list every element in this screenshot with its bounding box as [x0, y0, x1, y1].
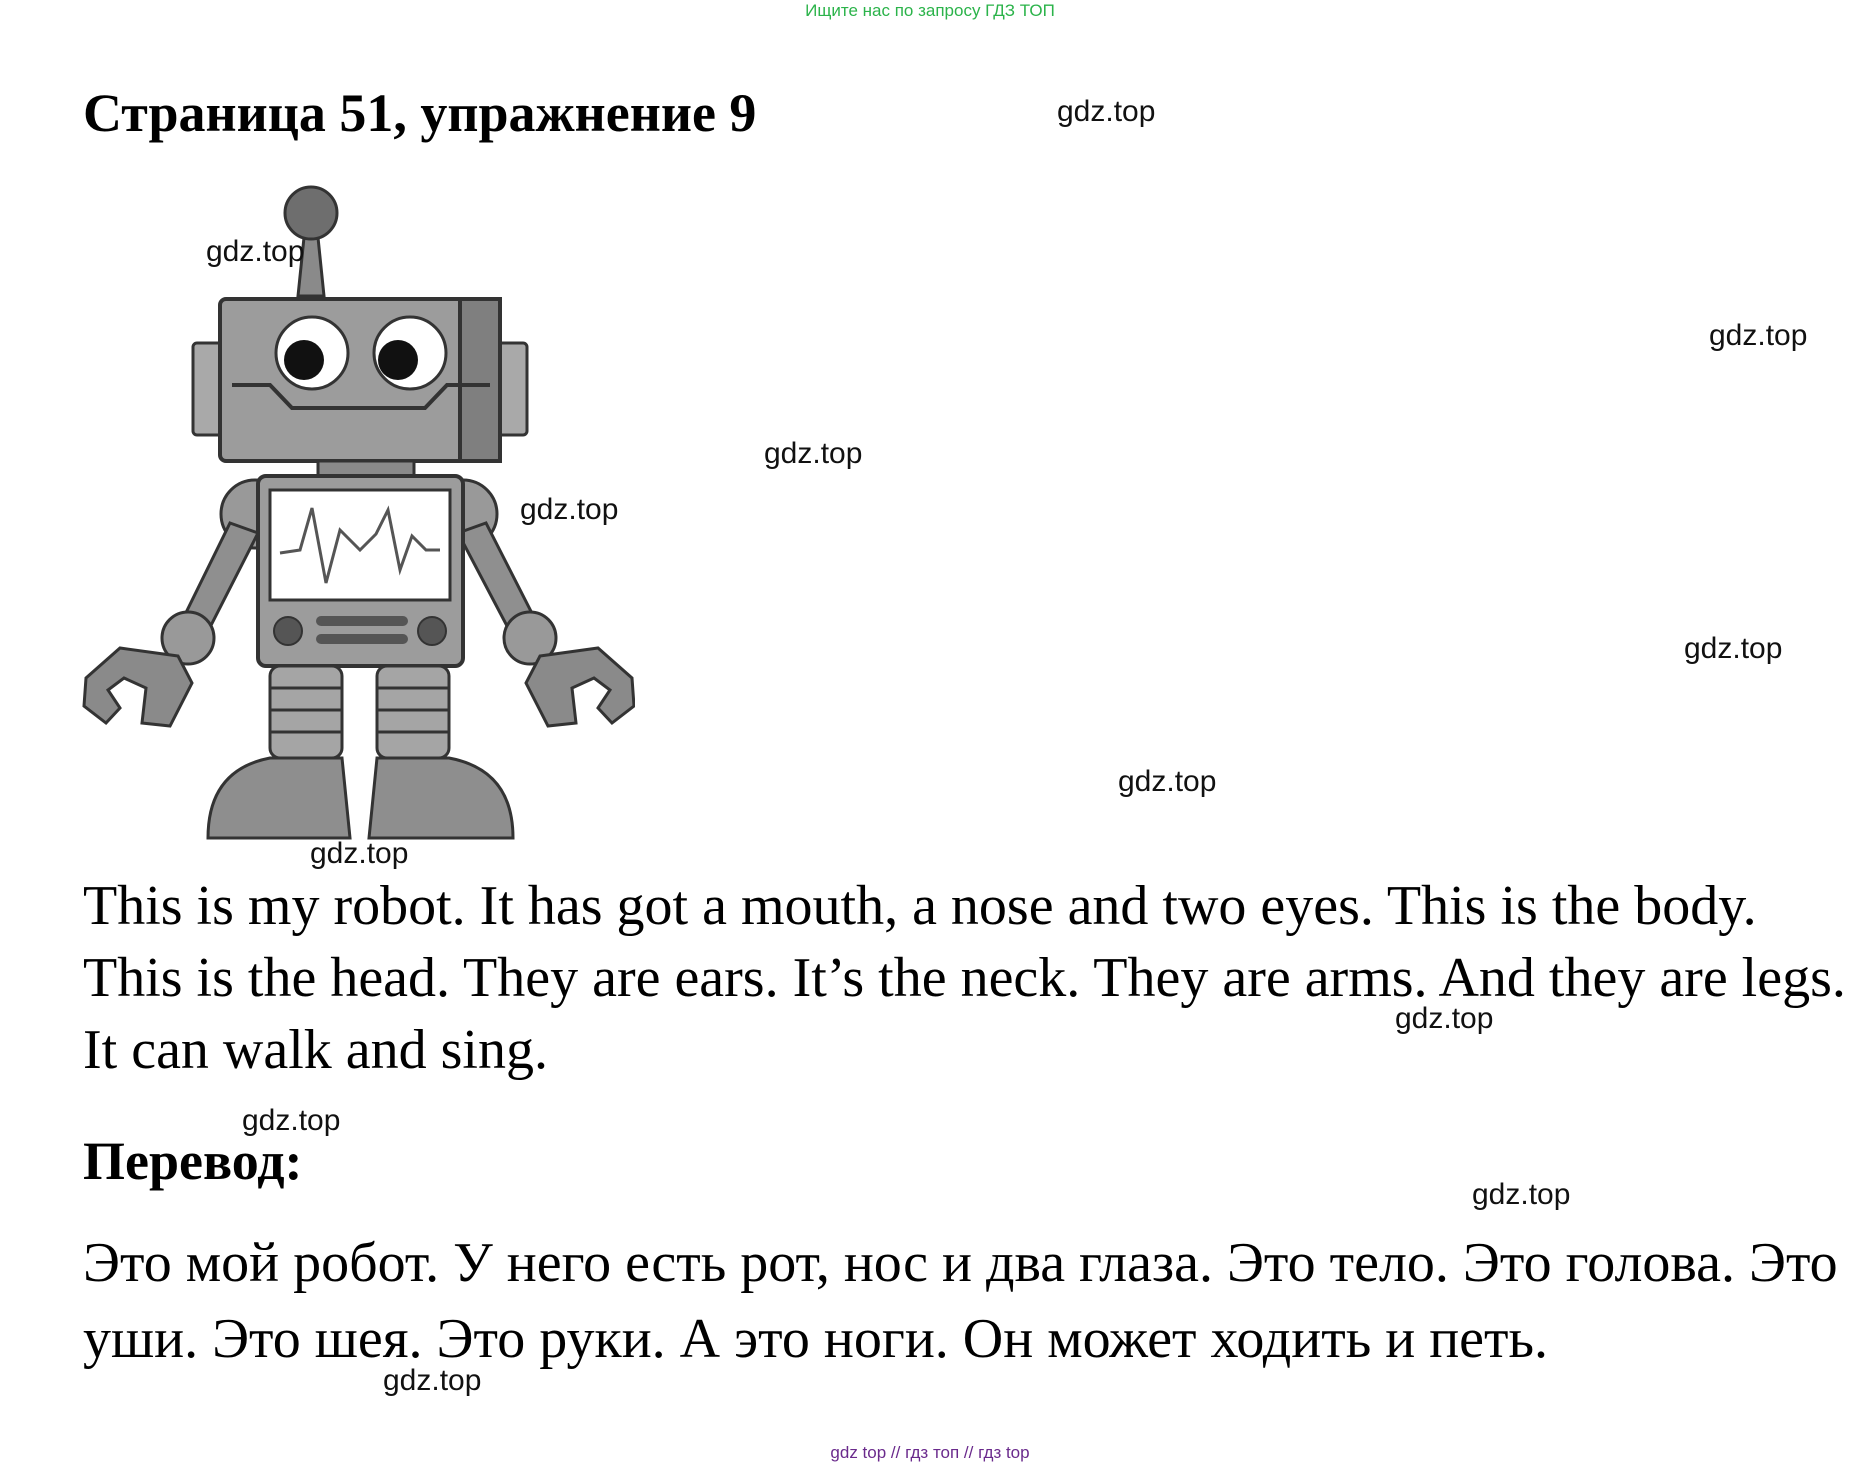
- page-title: Страница 51, упражнение 9: [83, 83, 757, 143]
- russian-text: Это мой робот. У него есть рот, нос и два глаза. Это тело. Это голова. Это уши. Это шея. Это руки. А это ноги. Он может ходить и петь.: [83, 1232, 1838, 1370]
- watermark: gdz.top: [1684, 632, 1783, 665]
- watermark: gdz.top: [1709, 319, 1808, 352]
- top-banner[interactable]: Ищите нас по запросу ГДЗ ТОП: [805, 1, 1055, 20]
- watermark: gdz.top: [242, 1104, 341, 1137]
- watermark: gdz.top: [764, 437, 863, 470]
- watermark: gdz.top: [383, 1364, 482, 1397]
- footer-links[interactable]: gdz top // гдз топ // гдз top: [830, 1443, 1030, 1462]
- translation-heading: Перевод:: [83, 1131, 303, 1191]
- watermark: gdz.top: [1472, 1178, 1571, 1211]
- watermark: gdz.top: [1057, 95, 1156, 128]
- english-text: This is my robot. It has got a mouth, a nose and two eyes. This is the body. This is the head. They are ears. It’s the neck. They are arms. And they are legs. It can walk and sing.: [83, 875, 1846, 1081]
- watermark: gdz.top: [520, 493, 619, 526]
- watermark: gdz.top: [1118, 765, 1217, 798]
- watermark: gdz.top: [1395, 1002, 1494, 1035]
- watermark: gdz.top: [310, 837, 409, 870]
- watermark: gdz.top: [206, 235, 305, 268]
